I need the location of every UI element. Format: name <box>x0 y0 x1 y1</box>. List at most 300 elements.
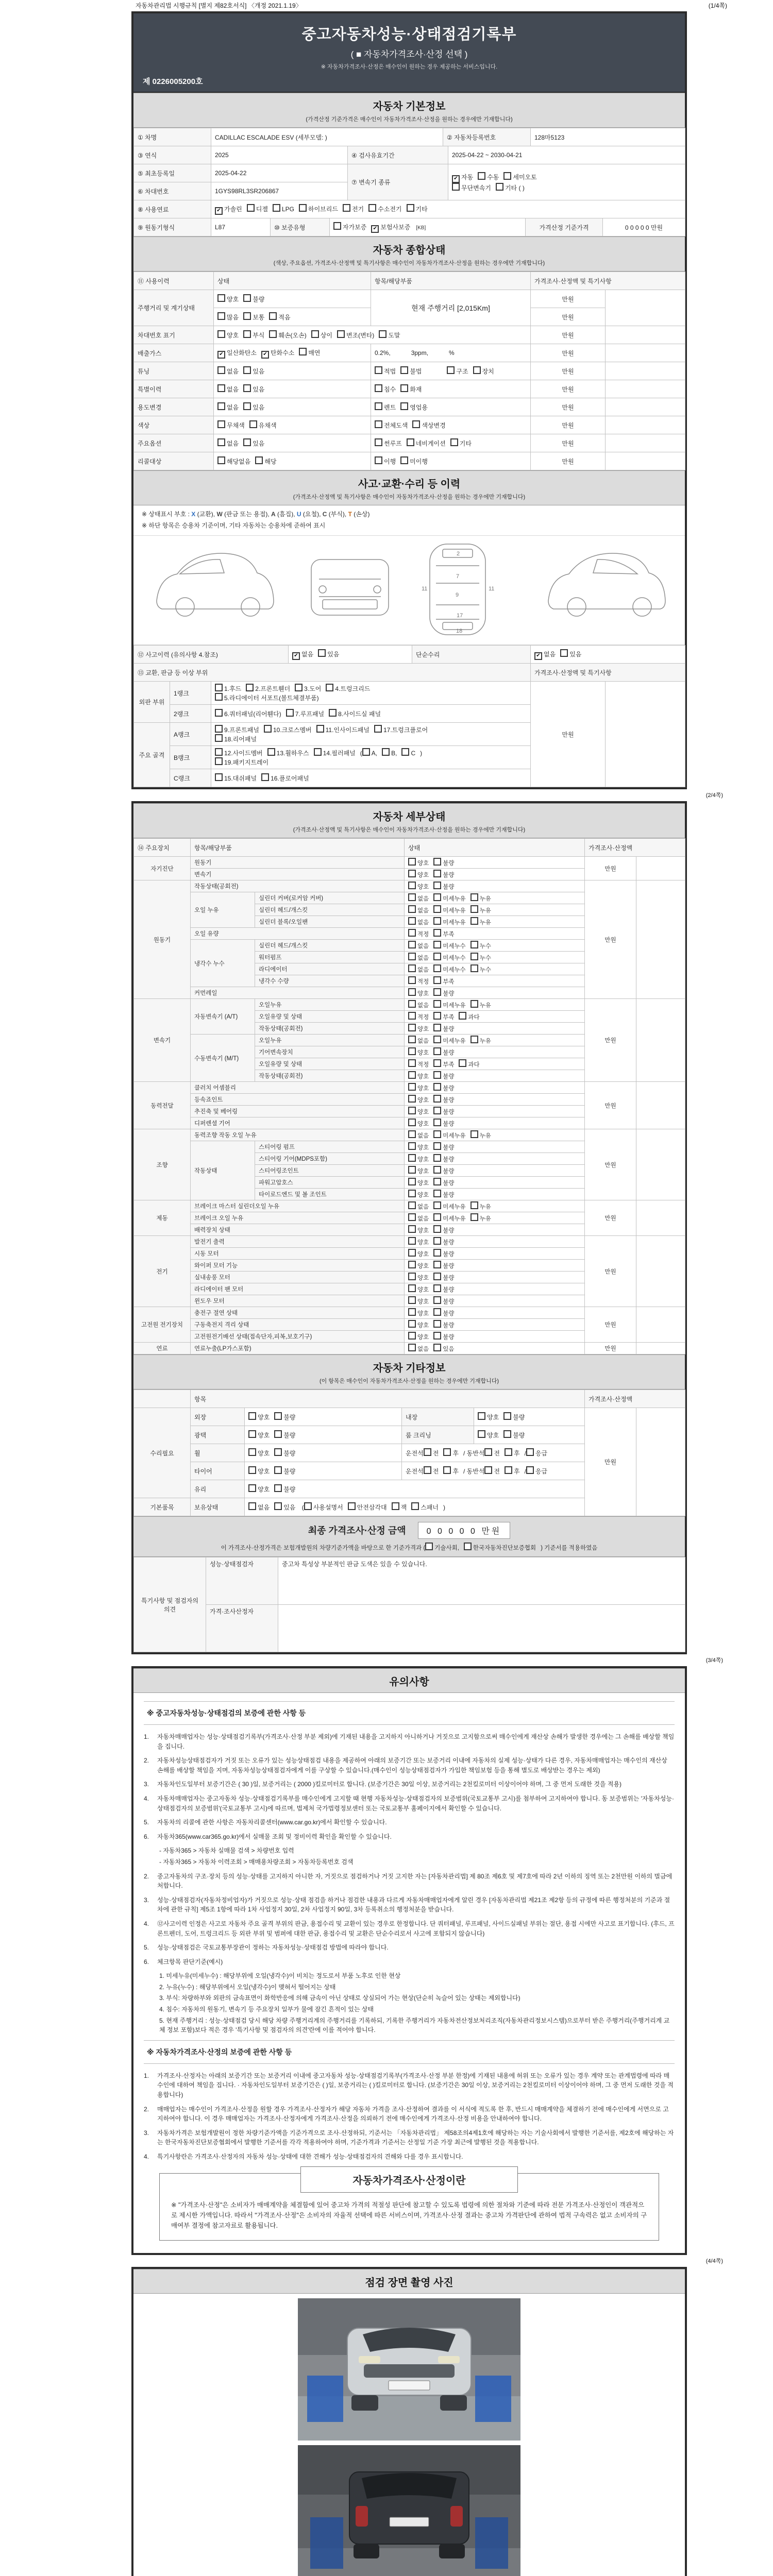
checkbox-option[interactable] <box>503 1430 525 1439</box>
checkbox-icon[interactable] <box>408 1249 416 1257</box>
checkbox-icon[interactable] <box>314 748 322 756</box>
checkbox-option[interactable] <box>248 1430 270 1439</box>
checkbox-option[interactable] <box>470 941 491 950</box>
checkbox-icon[interactable] <box>433 1190 441 1197</box>
checkbox-icon[interactable] <box>348 1502 356 1510</box>
checkbox-icon[interactable] <box>433 1249 441 1257</box>
checkbox-option[interactable] <box>433 1036 465 1045</box>
checkbox-option[interactable] <box>273 204 294 213</box>
checkbox-icon[interactable] <box>215 709 223 717</box>
checkbox-option[interactable] <box>478 172 499 181</box>
checkbox-option[interactable] <box>408 1024 429 1033</box>
checkbox-option[interactable] <box>433 1059 454 1069</box>
checkbox-option[interactable] <box>408 1213 429 1223</box>
checkbox-option[interactable] <box>408 1000 429 1009</box>
checkbox-icon[interactable] <box>375 420 382 428</box>
checkbox-option[interactable] <box>401 748 415 757</box>
checkbox-icon[interactable] <box>337 330 345 338</box>
checkbox-option[interactable] <box>433 1273 454 1282</box>
checkbox-option[interactable] <box>433 1284 454 1294</box>
checkbox-icon[interactable] <box>408 929 416 937</box>
checkbox-option[interactable] <box>412 420 445 430</box>
checkbox-option[interactable] <box>215 734 257 743</box>
checkbox-icon[interactable] <box>433 1118 441 1126</box>
checkbox-icon[interactable] <box>452 183 460 191</box>
checkbox-icon[interactable] <box>433 1142 441 1150</box>
checked-checkbox-icon[interactable]: ✔ <box>452 175 460 183</box>
checkbox-icon[interactable] <box>433 1024 441 1031</box>
checked-checkbox-icon[interactable]: ✔ <box>215 207 223 215</box>
checkbox-option[interactable] <box>274 1412 295 1421</box>
checkbox-icon[interactable] <box>408 953 416 960</box>
checkbox-option[interactable] <box>433 1166 454 1175</box>
checkbox-icon[interactable] <box>433 858 441 866</box>
checkbox-icon[interactable] <box>248 1466 256 1474</box>
checkbox-option[interactable] <box>248 1466 270 1476</box>
checkbox-option[interactable] <box>473 366 494 376</box>
checkbox-icon[interactable] <box>362 748 370 756</box>
checkbox-option[interactable] <box>246 684 290 693</box>
checkbox-icon[interactable] <box>400 456 408 464</box>
checkbox-option[interactable] <box>215 205 242 215</box>
checkbox-option[interactable] <box>316 725 369 734</box>
checkbox-icon[interactable] <box>343 204 350 212</box>
checkbox-icon[interactable] <box>217 384 225 392</box>
checkbox-icon[interactable] <box>217 420 225 428</box>
checkbox-option[interactable] <box>215 748 263 757</box>
checkbox-icon[interactable] <box>478 1412 485 1420</box>
checkbox-icon[interactable] <box>433 905 441 913</box>
checkbox-icon[interactable] <box>470 964 478 972</box>
checkbox-option[interactable] <box>470 917 491 926</box>
checkbox-icon[interactable] <box>274 1502 282 1510</box>
checkbox-icon[interactable] <box>408 905 416 913</box>
checkbox-icon[interactable] <box>408 1166 416 1174</box>
checkbox-icon[interactable] <box>433 929 441 937</box>
checkbox-option[interactable] <box>408 929 429 938</box>
checkbox-icon[interactable] <box>333 222 341 230</box>
checkbox-icon[interactable] <box>248 1484 256 1492</box>
checkbox-icon[interactable] <box>274 1412 282 1420</box>
checkbox-icon[interactable] <box>503 1430 511 1438</box>
checkbox-option[interactable] <box>433 1071 454 1080</box>
checkbox-option[interactable] <box>243 384 264 394</box>
checkbox-option[interactable] <box>400 456 428 466</box>
checkbox-option[interactable] <box>400 366 422 376</box>
checkbox-option[interactable] <box>433 1320 454 1329</box>
checkbox-option[interactable] <box>326 684 370 693</box>
checkbox-option[interactable] <box>408 1047 429 1057</box>
checkbox-icon[interactable] <box>274 1430 282 1438</box>
checkbox-option[interactable] <box>433 988 454 997</box>
checkbox-option[interactable] <box>459 1012 479 1021</box>
checkbox-option[interactable] <box>443 1448 459 1458</box>
checkbox-icon[interactable] <box>299 348 307 355</box>
checkbox-icon[interactable] <box>433 976 441 984</box>
checkbox-option[interactable] <box>433 1249 454 1258</box>
checkbox-option[interactable] <box>433 1142 454 1151</box>
checkbox-icon[interactable] <box>408 941 416 948</box>
checkbox-option[interactable] <box>304 1502 343 1512</box>
checkbox-option[interactable] <box>243 330 264 340</box>
checkbox-icon[interactable] <box>400 366 408 374</box>
checkbox-option[interactable] <box>217 330 239 340</box>
checkbox-option[interactable] <box>433 917 465 926</box>
checkbox-option[interactable] <box>215 693 319 702</box>
checkbox-option[interactable] <box>274 1484 295 1494</box>
checkbox-option[interactable] <box>286 709 324 718</box>
checkbox-option[interactable] <box>433 1024 454 1033</box>
checkbox-option[interactable] <box>526 1466 547 1476</box>
checkbox-option[interactable] <box>424 1448 439 1458</box>
checkbox-icon[interactable] <box>248 1448 256 1456</box>
checkbox-icon[interactable] <box>408 1059 416 1067</box>
checkbox-icon[interactable] <box>408 1047 416 1055</box>
checkbox-option[interactable] <box>433 870 454 879</box>
checkbox-option[interactable] <box>433 905 465 914</box>
checkbox-icon[interactable] <box>433 1083 441 1091</box>
checkbox-option[interactable] <box>478 1412 499 1421</box>
checkbox-option[interactable] <box>433 1296 454 1306</box>
checkbox-option[interactable] <box>408 941 429 950</box>
checkbox-icon[interactable] <box>503 172 511 180</box>
checkbox-icon[interactable] <box>316 725 324 733</box>
checkbox-icon[interactable] <box>255 456 263 464</box>
checkbox-icon[interactable] <box>433 917 441 925</box>
checkbox-icon[interactable] <box>433 1344 441 1351</box>
checkbox-option[interactable] <box>337 330 374 340</box>
checkbox-option[interactable] <box>470 953 491 962</box>
checkbox-option[interactable] <box>217 420 245 430</box>
checkbox-icon[interactable] <box>433 1047 441 1055</box>
checkbox-icon[interactable] <box>408 976 416 984</box>
checkbox-icon[interactable] <box>433 1166 441 1174</box>
checkbox-icon[interactable] <box>248 1412 256 1420</box>
checkbox-icon[interactable] <box>400 402 408 410</box>
checkbox-option[interactable] <box>333 222 366 231</box>
checkbox-option[interactable] <box>560 649 581 658</box>
checkbox-option[interactable] <box>269 330 306 340</box>
checkbox-option[interactable] <box>408 1059 429 1069</box>
checkbox-option[interactable] <box>433 1095 454 1104</box>
checkbox-option[interactable] <box>217 456 250 466</box>
checkbox-option[interactable] <box>274 1502 295 1512</box>
checkbox-icon[interactable] <box>329 709 337 717</box>
checkbox-icon[interactable] <box>433 870 441 877</box>
checkbox-icon[interactable] <box>447 366 455 374</box>
checkbox-icon[interactable] <box>408 1296 416 1304</box>
checkbox-option[interactable] <box>408 953 429 962</box>
checkbox-option[interactable] <box>433 882 454 891</box>
checkbox-option[interactable] <box>248 1448 270 1458</box>
checkbox-icon[interactable] <box>215 734 223 742</box>
checkbox-icon[interactable] <box>243 366 251 374</box>
checkbox-icon[interactable] <box>407 204 414 212</box>
checkbox-icon[interactable] <box>484 1466 492 1474</box>
checkbox-icon[interactable] <box>269 330 277 338</box>
checkbox-option[interactable] <box>408 1118 429 1128</box>
checkbox-icon[interactable] <box>408 1213 416 1221</box>
checkbox-option[interactable] <box>433 1130 465 1140</box>
checkbox-option[interactable] <box>408 964 429 974</box>
checkbox-option[interactable] <box>433 1118 454 1128</box>
checkbox-option[interactable] <box>274 1448 295 1458</box>
checkbox-option[interactable] <box>433 929 454 938</box>
checkbox-icon[interactable] <box>433 1284 441 1292</box>
checkbox-icon[interactable] <box>408 1308 416 1316</box>
checkbox-option[interactable] <box>447 366 468 376</box>
checkbox-option[interactable] <box>408 1308 429 1317</box>
checkbox-icon[interactable] <box>408 1130 416 1138</box>
checkbox-icon[interactable] <box>450 438 458 446</box>
checkbox-option[interactable] <box>375 420 408 430</box>
checkbox-option[interactable] <box>243 438 264 448</box>
checkbox-option[interactable] <box>408 917 429 926</box>
checkbox-icon[interactable] <box>484 1448 492 1456</box>
checkbox-option[interactable] <box>484 1466 500 1476</box>
checkbox-option[interactable] <box>408 1296 429 1306</box>
checkbox-icon[interactable] <box>243 330 251 338</box>
checkbox-icon[interactable] <box>407 438 414 446</box>
checkbox-option[interactable] <box>433 1237 454 1246</box>
checkbox-option[interactable] <box>408 1190 429 1199</box>
checkbox-option[interactable] <box>408 1261 429 1270</box>
checkbox-icon[interactable] <box>496 183 503 191</box>
checkbox-icon[interactable] <box>217 366 225 374</box>
checkbox-option[interactable] <box>433 1107 454 1116</box>
checkbox-option[interactable] <box>470 1036 491 1045</box>
checkbox-icon[interactable] <box>470 917 478 925</box>
checkbox-option[interactable] <box>408 1284 429 1294</box>
checkbox-icon[interactable] <box>215 757 223 765</box>
checkbox-icon[interactable] <box>243 438 251 446</box>
checkbox-option[interactable] <box>295 684 321 693</box>
checkbox-icon[interactable] <box>526 1448 534 1456</box>
checkbox-icon[interactable] <box>392 1502 399 1510</box>
checkbox-option[interactable] <box>478 1430 499 1439</box>
checkbox-option[interactable] <box>408 893 429 903</box>
checkbox-option[interactable] <box>408 1095 429 1104</box>
checkbox-option[interactable] <box>503 1412 525 1421</box>
checkbox-icon[interactable] <box>505 1466 512 1474</box>
checkbox-icon[interactable] <box>408 917 416 925</box>
checkbox-icon[interactable] <box>433 964 441 972</box>
checkbox-icon[interactable] <box>433 941 441 948</box>
checkbox-icon[interactable] <box>433 1201 441 1209</box>
checkbox-option[interactable] <box>408 1107 429 1116</box>
checkbox-option[interactable] <box>408 1012 429 1021</box>
checkbox-icon[interactable] <box>274 1484 282 1492</box>
checkbox-option[interactable] <box>470 905 491 914</box>
checkbox-icon[interactable] <box>470 893 478 901</box>
checkbox-icon[interactable] <box>248 1502 256 1510</box>
checkbox-option[interactable] <box>274 1466 295 1476</box>
checkbox-option[interactable] <box>433 1178 454 1187</box>
checkbox-option[interactable] <box>408 976 429 986</box>
checkbox-icon[interactable] <box>408 1201 416 1209</box>
checkbox-icon[interactable] <box>215 725 223 733</box>
checkbox-icon[interactable] <box>443 1466 451 1474</box>
checkbox-icon[interactable] <box>433 1000 441 1008</box>
checkbox-icon[interactable] <box>470 941 478 948</box>
checkbox-option[interactable] <box>329 709 381 718</box>
checkbox-icon[interactable] <box>433 1095 441 1103</box>
checkbox-option[interactable] <box>433 1000 465 1009</box>
checkbox-option[interactable] <box>408 1249 429 1258</box>
checkbox-option[interactable] <box>299 204 338 213</box>
checkbox-icon[interactable] <box>470 1000 478 1008</box>
checkbox-icon[interactable] <box>459 1012 466 1020</box>
checkbox-icon[interactable] <box>375 402 382 410</box>
checkbox-option[interactable] <box>433 1332 454 1341</box>
checkbox-option[interactable] <box>484 1448 500 1458</box>
checkbox-icon[interactable] <box>286 709 294 717</box>
checkbox-icon[interactable] <box>433 1213 441 1221</box>
checkbox-icon[interactable] <box>215 773 223 781</box>
checkbox-option[interactable] <box>269 312 290 321</box>
checkbox-icon[interactable] <box>217 402 225 410</box>
checkbox-icon[interactable] <box>408 1000 416 1008</box>
checkbox-option[interactable] <box>425 1543 459 1552</box>
checkbox-icon[interactable] <box>295 684 303 691</box>
checkbox-icon[interactable] <box>433 1273 441 1280</box>
checkbox-option[interactable] <box>400 384 422 394</box>
checkbox-option[interactable] <box>249 420 277 430</box>
checkbox-icon[interactable] <box>408 1107 416 1114</box>
checkbox-icon[interactable] <box>408 893 416 901</box>
checkbox-icon[interactable] <box>408 1012 416 1020</box>
checkbox-icon[interactable] <box>433 1320 441 1328</box>
checkbox-icon[interactable] <box>408 870 416 877</box>
checkbox-option[interactable] <box>215 725 259 734</box>
checkbox-option[interactable] <box>375 438 402 448</box>
checkbox-icon[interactable] <box>433 1178 441 1185</box>
checkbox-icon[interactable] <box>273 204 280 212</box>
checked-checkbox-icon[interactable]: ✔ <box>534 652 542 660</box>
checkbox-icon[interactable] <box>433 1296 441 1304</box>
checkbox-option[interactable] <box>505 1448 520 1458</box>
checkbox-icon[interactable] <box>408 1118 416 1126</box>
checkbox-icon[interactable] <box>433 1237 441 1245</box>
checkbox-icon[interactable] <box>326 684 333 691</box>
checkbox-option[interactable] <box>400 402 428 412</box>
checkbox-icon[interactable] <box>375 384 382 392</box>
checkbox-option[interactable] <box>408 870 429 879</box>
checkbox-icon[interactable] <box>217 312 225 320</box>
checkbox-option[interactable] <box>217 366 239 376</box>
checkbox-option[interactable] <box>408 1201 429 1211</box>
checkbox-option[interactable] <box>433 858 454 867</box>
checkbox-icon[interactable] <box>424 1466 431 1474</box>
checkbox-option[interactable] <box>470 893 491 903</box>
checkbox-icon[interactable] <box>400 384 408 392</box>
checkbox-option[interactable] <box>382 748 397 757</box>
checkbox-icon[interactable] <box>408 1284 416 1292</box>
checkbox-option[interactable] <box>215 757 268 767</box>
checkbox-option[interactable] <box>433 1308 454 1317</box>
checkbox-icon[interactable] <box>433 953 441 960</box>
checkbox-icon[interactable] <box>433 1012 441 1020</box>
checkbox-icon[interactable] <box>408 1083 416 1091</box>
checkbox-icon[interactable] <box>264 725 272 733</box>
checkbox-icon[interactable] <box>299 204 307 212</box>
checkbox-icon[interactable] <box>274 1448 282 1456</box>
checkbox-option[interactable] <box>368 204 401 213</box>
checkbox-icon[interactable] <box>433 893 441 901</box>
checkbox-icon[interactable] <box>243 402 251 410</box>
checkbox-icon[interactable] <box>217 456 225 464</box>
checkbox-option[interactable] <box>374 725 428 734</box>
checkbox-option[interactable] <box>247 204 268 213</box>
checkbox-icon[interactable] <box>375 456 382 464</box>
checkbox-icon[interactable] <box>374 725 382 733</box>
checkbox-icon[interactable] <box>526 1466 534 1474</box>
checkbox-option[interactable] <box>411 1502 439 1512</box>
checkbox-option[interactable] <box>470 1201 491 1211</box>
checkbox-option[interactable] <box>464 1543 536 1552</box>
checkbox-option[interactable] <box>433 1261 454 1270</box>
checkbox-icon[interactable] <box>408 858 416 866</box>
checkbox-icon[interactable] <box>304 1502 312 1510</box>
checkbox-option[interactable] <box>470 1213 491 1223</box>
checkbox-option[interactable] <box>408 1130 429 1140</box>
checkbox-option[interactable] <box>217 312 239 321</box>
checkbox-option[interactable] <box>292 650 313 660</box>
checkbox-icon[interactable] <box>375 438 382 446</box>
checkbox-option[interactable] <box>408 1154 429 1163</box>
checkbox-option[interactable] <box>408 1166 429 1175</box>
checkbox-icon[interactable] <box>470 1201 478 1209</box>
checkbox-icon[interactable] <box>408 1154 416 1162</box>
checkbox-icon[interactable] <box>425 1543 433 1550</box>
checkbox-option[interactable] <box>217 438 239 448</box>
checkbox-icon[interactable] <box>248 1430 256 1438</box>
checkbox-option[interactable] <box>375 402 396 412</box>
checkbox-icon[interactable] <box>433 1332 441 1340</box>
checkbox-icon[interactable] <box>433 1071 441 1079</box>
checkbox-icon[interactable] <box>247 204 255 212</box>
checkbox-option[interactable] <box>534 650 556 660</box>
checkbox-option[interactable] <box>392 1502 407 1512</box>
checkbox-icon[interactable] <box>215 748 223 756</box>
checkbox-icon[interactable] <box>408 1095 416 1103</box>
checkbox-icon[interactable] <box>382 748 390 756</box>
checkbox-option[interactable] <box>433 1083 454 1092</box>
checkbox-option[interactable] <box>408 1083 429 1092</box>
checkbox-icon[interactable] <box>424 1448 431 1456</box>
checkbox-icon[interactable] <box>408 1024 416 1031</box>
checkbox-icon[interactable] <box>443 1448 451 1456</box>
checkbox-icon[interactable] <box>318 649 326 657</box>
checkbox-option[interactable] <box>433 1225 454 1234</box>
checkbox-icon[interactable] <box>217 330 225 338</box>
checkbox-icon[interactable] <box>269 312 277 320</box>
checkbox-option[interactable] <box>407 204 428 213</box>
checkbox-option[interactable] <box>424 1466 439 1476</box>
checkbox-icon[interactable] <box>408 1344 416 1351</box>
checkbox-icon[interactable] <box>401 748 409 756</box>
checkbox-icon[interactable] <box>470 905 478 913</box>
checkbox-icon[interactable] <box>433 1261 441 1268</box>
checkbox-icon[interactable] <box>408 1261 416 1268</box>
checkbox-icon[interactable] <box>408 882 416 889</box>
checkbox-icon[interactable] <box>470 1213 478 1221</box>
checkbox-icon[interactable] <box>408 964 416 972</box>
checkbox-option[interactable] <box>243 366 264 376</box>
checkbox-icon[interactable] <box>249 420 257 428</box>
checkbox-option[interactable] <box>248 1502 270 1512</box>
checkbox-option[interactable] <box>408 1142 429 1151</box>
